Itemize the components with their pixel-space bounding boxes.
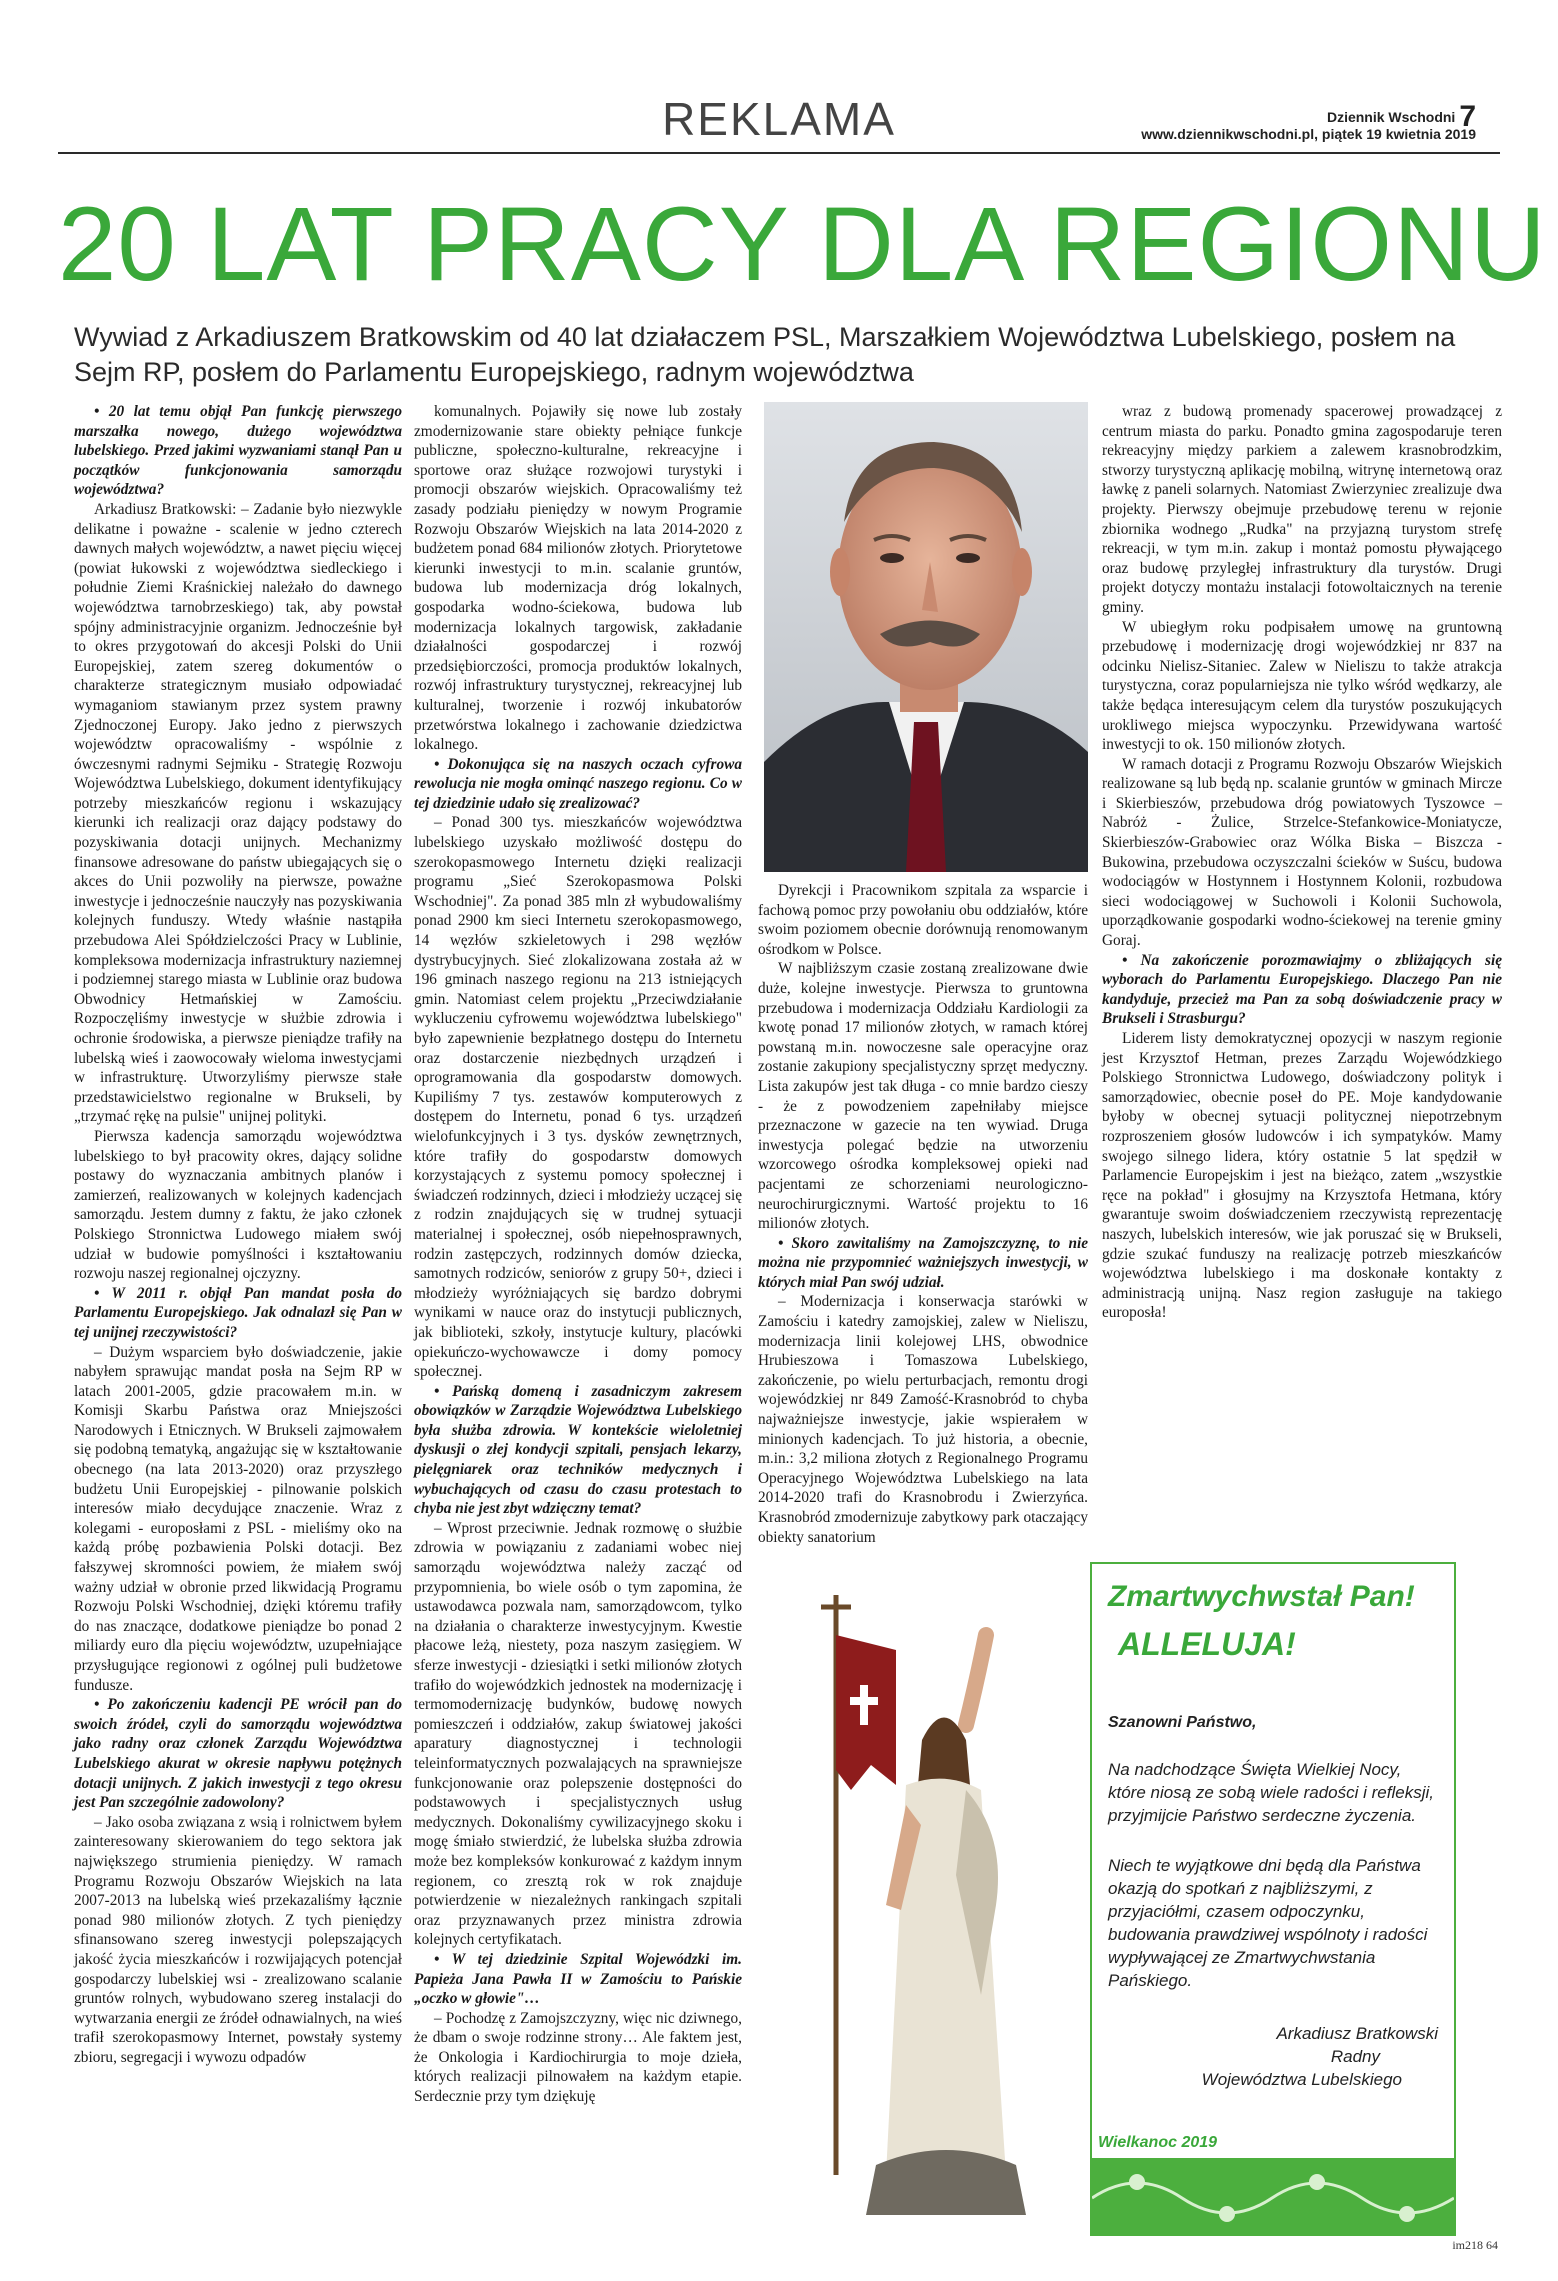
ad-subtitle: ALLELUJA! [1118, 1626, 1296, 1662]
easter-figure-illustration [766, 1575, 1086, 2235]
interview-paragraph: – Ponad 300 tys. mieszkańców województwa lubelskiego uzyskało możliwość dostępu do szerokopasmowego Internetu dzięki realizacji programu „Sieć Szerokopasmowa Polski Wschodniej". Za ponad 385 mln zł wybudowaliśmy ponad 2900 km sieci Internetu szerokopasmowego, 14 węzłów szkieletowych i 298 węzłów dystrybucyjnych. Sieć zlokalizowana została aż w 196 gminach naszego regionu na 213 istniejących gmin. Natomiast celem projektu „Przeciwdziałanie wykluczeniu cyfrowemu województwa lubelskiego" było zapewnienie bezpłatnego dostępu do Internetu oraz dostarczenie niezbędnych urządzeń i oprogramowania dla gospodarstw domowych. Kupiliśmy 7 tys. zestawów komputerowych z dostępem do Internetu, ponad 6 tys. urządzeń wielofunkcyjnych i 3 tys. dysków zewnętrznych, które trafiły do gospodarstw domowych korzystających z systemu pomocy społecznej i świadczeń rodzinnych, dzieci i młodzieży uczącej się z rodzin znajdujących się w trudnej sytuacji materialnej i społecznej, osób niepełnosprawnych, rodzin zastępczych, rodzinnych domów dziecka, samotnych rodziców, seniorów z grupy 50+, dzieci i młodzieży wyróżniających się bardzo dobrymi wynikami w nauce oraz do instytucji publicznych, jak biblioteki, szkoły, instytucje kultury, placówki opiekuńczo-wychowawcze i domy pomocy społecznej. [414, 814, 742, 1381]
interview-paragraph: W ramach dotacji z Programu Rozwoju Obszarów Wiejskich realizowane są lub będą np. scalanie gruntów w gminach Mircze i Skierbieszów, przebudowa dróg powiatowych Tyszowce – Nabróż - Żulice, Strzelce-Stefankowice-Moniatycze, Skierbieszów-Grabowiec oraz Wólka Biska – Biszcza - Bukowina, przebudowa oczyszczalni ścieków w Suścu, budowa wodociągów w Hostynnem i Hostynnem Kolonii, rozbudowa sieci wodociągowej w Suchowoli i Kolonii Suchowola, uporządkowanie gospodarki wodno-ściekowej na terenie gminy Goraj. [1102, 755, 1502, 950]
interview-paragraph: wraz z budową promenady spacerowej prowadzącej z centrum miasta do parku. Ponadto gmina zagospodaruje teren rekreacyjny między parkiem a zalewem krasnobrodzkim, stworzy turystyczną aplikację mobilną, witrynę internetową oraz ławkę z paneli solarnych. Natomiast Zwierzyniec zrealizuje dwa projekty. Pierwszy obejmuje przebudowę terenu w rejonie zbiornika wodnego „Rudka" na przyjazną turystom strefę rekreacji, w tym m.in. zakup i montaż pomostu pływającego oraz budowę przyległej infrastruktury dla turystów. Drugi projekt dotyczy montażu instalacji fotowoltaicznych na terenie gminy. [1102, 403, 1502, 616]
masthead: Dziennik Wschodni 7 www.dziennikwschodni.pl, piątek 19 kwietnia 2019 [1141, 100, 1476, 142]
interview-paragraph: Pierwsza kadencja samorządu województwa lubelskiego to był pracowity okres, dający solidne postawy do wyznaczania ambitnych planów i zamierzeń, realizowanych w kolejnych kadencjach samorządu. Jestem dumny z faktu, że jako członek Polskiego Stronnictwa Ludowego miałem swój udział w budowie pomyślności i kształtowaniu rozwoju naszej regionalnej ojczyzny. [74, 1127, 402, 1283]
issue-date: piątek 19 kwietnia 2019 [1321, 126, 1476, 142]
ad-signature-org: Województwa Lubelskiego [1201, 2070, 1402, 2089]
lede: Wywiad z Arkadiuszem Bratkowskim od 40 lat działaczem PSL, Marszałkiem Województwa Lubelskiego, posłem na Sejm RP, posłem do Parlamentu Europejskiego, radnym województwa [74, 322, 1456, 387]
ad-greeting: Szanowni Państwo, [1108, 1714, 1257, 1731]
portrait-illustration [764, 402, 1088, 872]
article-column-2 [414, 402, 742, 2107]
portrait-photo [764, 402, 1088, 872]
interview-question: • Po zakończeniu kadencji PE wrócił pan do swoich źródeł, czyli do samorządu województwa jako radny oraz członek Zarządu Województwa Lubelskiego akurat w okresie napływu potężnych dotacji unijnych. Z jakich inwestycji z tego okresu jest Pan szczególnie zadowolony? [74, 1696, 402, 1812]
interview-paragraph: Liderem listy demokratycznej opozycji w naszym regionie jest Krzysztof Hetman, prezes Zarządu Wojewódzkiego Polskiego Stronnictwa Ludowego, doświadczony polityk i samorządowiec, obecnie poseł do PE. Moje kandydowanie byłoby w obecnej sytuacji politycznej niepotrzebnym rozproszeniem głosów ludowców i ich sympatyków. Mamy swojego silnego lidera, który ostatnie 5 lat spędził w Parlamencie Europejskim i jest na bieżąco, zatem „wszystkie ręce na pokład" i głosujmy na Krzysztofa Hetmana, który gwarantuje swoim doświadczeniem rzeczywistą reprezentację naszych, lubelskich interesów, wie jak poruszać się w Brukseli, gdzie szukać funduszy na realizację potrzeb mieszkańców województwa lubelskiego i ma doskonałe kontakty z administracją unijną. Nasz region zasługuje na takiego europosła! [1102, 1030, 1502, 1322]
easter-greeting-ad [1090, 1562, 1456, 2236]
floral-band [1092, 2158, 1454, 2234]
interview-paragraph: – Modernizacja i konserwacja starówki w Zamościu i katedry zamojskiej, zalew w Nieliszu, modernizacja linii kolejowej LHS, obwodnice Hrubieszowa i Tomaszowa Lubelskiego, zakończenie, po wielu perturbacjach, remontu drogi wojewódzkiej nr 849 Zamość-Krasnobród to chyba najważniejsze inwestycje, jakie wspierałem w minionych kadencjach. To już historia, a obecnie, m.in.: 3,2 miliona złotych z Regionalnego Programu Operacyjnego Województwa Lubelskiego na lata 2014-2020 trafi do Krasnobrodu i Zwierzyńca. Krasnobród zmodernizuje zabytkowy park otaczający obiekty sanatorium [758, 1293, 1088, 1546]
interview-paragraph: Dyrekcji i Pracownikom szpitala za wsparcie i fachową pomoc przy powołaniu obu oddziałów, które swoim poziomem obecnie dorównują renomowanym ośrodkom w Polsce. [758, 882, 1088, 958]
article-column-4 [1102, 402, 1502, 1323]
interview-question: • Na zakończenie porozmawiajmy o zbliżających się wyborach do Parlamentu Europejskiego. Dlaczego Pan nie kandyduje, przecież ma Pan za sobą doświadczenie pracy w Brukseli i Strasburgu? [1102, 951, 1502, 1028]
ad-signature-name: Arkadiusz Bratkowski [1276, 2024, 1438, 2043]
section-label: REKLAMA [662, 93, 896, 145]
website-link[interactable]: www.dziennikwschodni.pl [1141, 126, 1315, 142]
floral-ornament-icon [1092, 2158, 1454, 2234]
interview-question: • W tej dziedzinie Szpital Wojewódzki im. Papieża Jana Pawła II w Zamościu to Pańskie „oczko w głowie"… [414, 1950, 742, 2008]
interview-paragraph: – Jako osoba związana z wsią i rolnictwem byłem zainteresowany skierowaniem do tego sektora jak największego strumienia pieniędzy. W ramach Programu Rozwoju Obszarów Wiejskich na lata 2007-2013 na lubelską wieś przekazaliśmy łącznie ponad 980 milionów złotych. Z tych pieniędzy sfinansowano szereg inwestycji polepszających jakość życia mieszkańców i rozwijających potencjał gospodarczy lubelskiej wsi - zrealizowano scalanie gruntów rolnych, wybudowano szereg instalacji do wytwarzania energii ze źródeł odnawialnych, na wieś trafił szerokopasmowy Internet, powstały systemy zbioru, segregacji i wywozu odpadów [74, 1813, 402, 2066]
article-column-1 [74, 402, 402, 2067]
interview-paragraph: – Wprost przeciwnie. Jednak rozmowę o służbie zdrowia w powiązaniu z zadaniami wobec niej samorządu województwa należy zacząć od przypomnienia, bo wiele osób o tym zapomina, że ustawodawca pozwala nam, samorządowcom, tylko na działania o charakterze inwestycyjnym. Kwestie płacowe leżą, niestety, poza naszym zasięgiem. W sferze inwestycji - dziesiątki i setki milionów złotych trafiło do wojewódzkich jednostek na modernizację i termomodernizację budynków, budowę nowych pomieszczeń i oddziałów, zakup światowej jakości aparatury diagnostycznej i technologii teleinformatycznych pozwalających na sprawniejsze funkcjonowanie oraz polepszenie dostępności do podstawowych i specjalistycznych usług medycznych. Dokonaliśmy cywilizacyjnego skoku i mogę śmiało stwierdzić, że lubelska służba zdrowia może bez kompleksów konkurować z każdym innym regionem, co zresztą rok w rok znajduje potwierdzenie w niezależnych rankingach szpitali oraz przyznawanych przez ministra zdrowia kolejnych certyfikatach. [414, 1519, 742, 1949]
ad-paragraph-2: Niech te wyjątkowe dni będą dla Państwa okazją do spotkań z najbliższymi, z przyjaciółmi, czasem odpoczynku, budowania prawdziwej wspólnoty i radości wypływającej ze Zmartwychwstania Pańskiego. [1108, 1856, 1428, 1990]
interview-question: • W 2011 r. objął Pan mandat posła do Parlamentu Europejskiego. Jak odnalazł się Pan w tej unijnej rzeczywistości? [74, 1284, 402, 1341]
interview-paragraph: W najbliższym czasie zostaną zrealizowane dwie duże, kolejne inwestycje. Pierwsza to gruntowna przebudowa i modernizacja Oddziału Kardiologii za kwotę ponad 17 milionów złotych, w ramach której powstaną m.in. nowoczesne sale operacyjne oraz zostanie zakupiony specjalistyczny sprzęt medyczny. Lista zakupów jest tak długa - co mnie bardzo cieszy - że z powodzeniem zapełniłaby miejsce przeznaczone w gazecie na ten wywiad. Druga inwestycja polegać będzie na utworzeniu wzorcowego ośrodka kompleksowej opieki nad pacjentami ze schorzeniami neurologiczno-neurochirurgicznymi. Wartość projektu to 16 milionów złotych. [758, 960, 1088, 1233]
interview-question: • Skoro zawitaliśmy na Zamojszczyznę, to nie można nie przypomnieć ważniejszych inwestycji, w których miał Pan swój udział. [758, 1234, 1088, 1291]
risen-christ-figure [766, 1575, 1086, 2235]
headline: 20 LAT PRACY DLA REGIONU [58, 186, 1547, 303]
ad-title: Zmartwychwstał Pan! [1108, 1580, 1415, 1613]
interview-question: • 20 lat temu objął Pan funkcję pierwszego marszałka nowego, dużego województwa lubelskiego. Przed jakimi wyzwaniami stanął Pan u początków funkcjonowania samorządu województwa? [74, 403, 402, 499]
page-number: 7 [1459, 100, 1476, 133]
ad-year: Wielkanoc 2019 [1098, 2134, 1218, 2151]
interview-paragraph: komunalnych. Pojawiły się nowe lub zostały zmodernizowanie stare obiekty pełniące funkcje publiczne, społeczno-kulturalne, rekreacyjne i sportowe oraz służące rozwojowi turystyki i promocji obszarów wiejskich. Opracowaliśmy też zasady podziału pieniędzy w nowym Programie Rozwoju Obszarów Wiejskich na lata 2014-2020 z budżetem ponad 684 milionów złotych. Priorytetowe kierunki inwestycji to m.in. scalanie gruntów, budowa lub modernizacja dróg lokalnych, gospodarka wodno-ściekowa, budowa lub modernizacja lokalnych targowisk, zakładanie działalności gospodarczej i rozwój przedsiębiorczości, promocja produktów lokalnych, rozwój infrastruktury turystycznej, rekreacyjnej lub kulturalnej, tworzenie i rozwój inkubatorów przetwórstwa lokalnego i zachowanie dziedzictwa lokalnego. [414, 403, 742, 754]
header-rule [58, 152, 1500, 154]
paper-name: Dziennik Wschodni [1326, 109, 1456, 125]
interview-paragraph: – Pochodzę z Zamojszczyzny, więc nic dziwnego, że dbam o swoje rodzinne strony… Ale faktem jest, że Onkologia i Kardiochirurgia to moje dzieła, których realizacji pilnowałem na każdym etapie. Serdecznie przy tym dziękuję [414, 2009, 742, 2106]
interview-paragraph: Arkadiusz Bratkowski: – Zadanie było niezwykle delikatne i poważne - scalenie w jedno czterech dawnych małych województw, a nawet pięciu więcej (powiat łukowski z województwa siedleckiego i południe Ziemi Kraśnickiej należało do dawnego województwa tarnobrzeskiego) tak, aby powstał spójny administracyjnie organizm. Jednocześnie był to okres przygotowań do akcesji Polski do Unii Europejskiej, zatem szereg dokumentów o charakterze strategicznym musiało odpowiadać wymaganiom stawianym przez system prawny Zjednoczonej Europy. Jako jedno z pierwszych województw opracowaliśmy - wspólnie z ówczesnymi radnymi Sejmiku - Strategię Rozwoju Województwa Lubelskiego, dokument identyfikujący potrzeby mieszkańców regionu i wskazujący kierunki ich realizacji oraz dający podstawy do pozyskiwania dotacji unijnych. Mechanizmy finansowe adresowane do państw ubiegających się o akces do Unii pozwoliły na pierwsze, poważne inwestycje i jednocześnie nauczyły nas pozyskiwania kolejnych funduszy. Wtedy właśnie nastąpiła przebudowa Alei Spółdzielczości Pracy w Lublinie, kompleksowa modernizacja infrastruktury naziemnej i podziemnej starego miasta w Lublinie oraz budowa Obwodnicy Hetmańskiej w Zamościu. Rozpoczęliśmy inwestycje w służbie zdrowia i ochronie środowiska, a pierwsze pieniądze trafiły na lubelską wieś i zaowocowały wieloma inwestycjami w infrastrukturę. Utworzyliśmy pierwsze stałe przedstawicielstwo regionalne w Brukseli, by „trzymać rękę na pulsie" unijnej polityki. [74, 500, 402, 1126]
interview-paragraph: – Dużym wsparciem było doświadczenie, jakie nabyłem sprawując mandat posła na Sejm RP w latach 2001-2005, gdzie pracowałem m.in. w Komisji Skarbu Państwa oraz Mniejszości Narodowych i Etnicznych. W Brukseli zajmowałem się podobną tematyką, angażując się w kształtowanie obecnego (na lata 2013-2020) oraz przyszłego budżetu Unii Europejskiej - pilnowanie polskich interesów miało decydujące znaczenie. Wraz z kolegami - europosłami z PSL - mieliśmy oko na każdą próbę pozbawienia Polski dotacji. Bez fałszywej skromności powiem, że miałem swój ważny udział w obronie przed likwidacją Programu Rozwoju Polski Wschodniej, dzięki któremu trafiły do nas znaczące, dodatkowe pieniądze bo ponad 2 miliardy euro dla pięciu województw, uzupełniające przysługujące regionowi z ogólnej puli budżetowe fundusze. [74, 1343, 402, 1694]
interview-question: • Pańską domeną i zasadniczym zakresem obowiązków w Zarządzie Województwa Lubelskiego była służba zdrowia. W kontekście wieloletniej dyskusji o złej kondycji szpitali, pensjach lekarzy, pielęgniarek oraz techników medycznych i wybuchających od czasu do czasu protestach to chyba nie jest zbyt wdzięczny temat? [414, 1382, 742, 1518]
interview-paragraph: W ubiegłym roku podpisałem umowę na gruntowną przebudowę i modernizację drogi wojewódzkiej nr 837 na odcinku Nielisz-Sitaniec. Zalew w Nieliszu to także atrakcja turystyczna, coraz popularniejsza nie tylko wśród wędkarzy, ale także będąca interesującym celem dla turystów poszukujących urokliwego miejsca wypoczynku. Przewidywana wartość inwestycji to ok. 150 milionów złotych. [1102, 618, 1502, 754]
ad-paragraph-1: Na nadchodzące Święta Wielkiej Nocy, które niosą ze sobą wiele radości i refleksji, przyjmijcie Państwo serdeczne życzenia. [1108, 1760, 1434, 1825]
article-column-3 [758, 881, 1088, 1547]
ad-code: im218 64 [1452, 2238, 1498, 2252]
interview-question: • Dokonująca się na naszych oczach cyfrowa rewolucja nie mogła ominąć naszego regionu. Co w tej dziedzinie udało się zrealizować? [414, 755, 742, 812]
ad-signature-role: Radny [1330, 2047, 1380, 2066]
